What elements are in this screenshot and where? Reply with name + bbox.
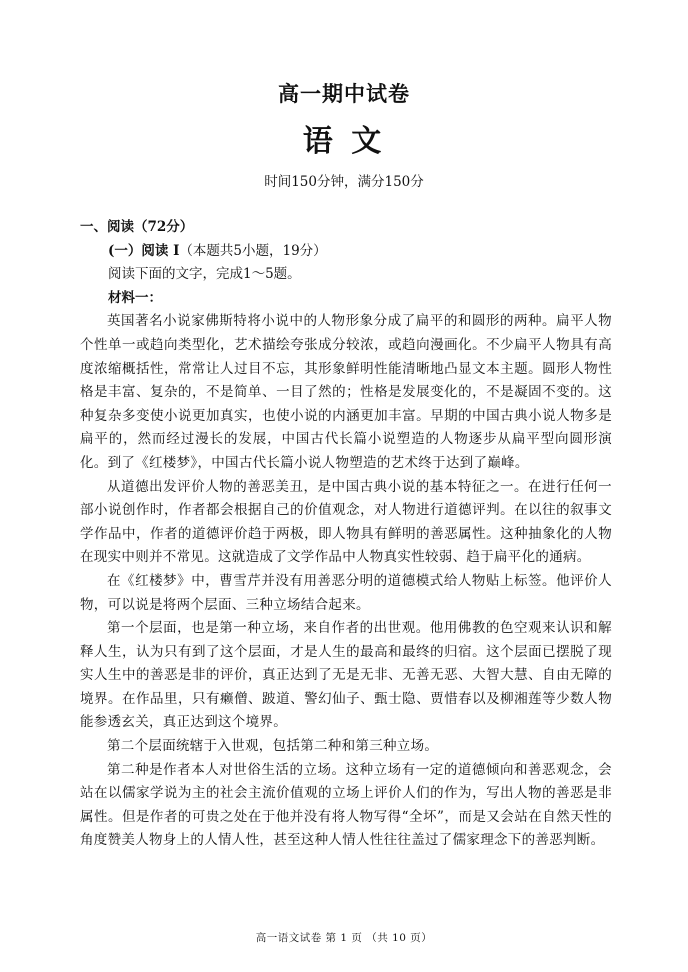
- part-note: （本题共5小题，19分）: [179, 242, 327, 259]
- paragraph: 第二种是作者本人对世俗生活的立场。这种立场有一定的道德倾向和善恶观念，会站在以儒家学说为主的社会主流价值观的立场上评价人们的作为，写出人物的善恶是非属性。但是作者的可贵之处在于他并没有将人物写得“全坏”，而是又会站在自然天性的角度赞美人物身上的人情人性，甚至这种人情人性往往盖过了儒家理念下的善恶判断。: [80, 761, 612, 849]
- part-label: (一）阅读 I: [108, 242, 180, 259]
- section-heading: 一、阅读（72分）: [80, 219, 194, 235]
- exam-body: [80, 216, 612, 853]
- paragraph: 在《红楼梦》中，曹雪芹并没有用善恶分明的道德模式给人物贴上标签。他评价人物，可以说是将两个层面、三种立场结合起来。: [80, 572, 612, 613]
- paragraph: 英国著名小说家佛斯特将小说中的人物形象分成了扁平的和圆形的两种。扁平人物个性单一或趋向类型化，艺术描绘夸张成分较浓，或趋向漫画化。不少扁平人物具有高度浓缩概括性，常常让人过目不忘，其形象鲜明性能清晰地凸显文本主题。圆形人物性格是丰富、复杂的，不是简单、一目了然的；性格是发展变化的，不是凝固不变的。这种复杂多变使小说更加真实，也使小说的内涵更加丰富。早期的中国古典小说人物多是扁平的，然而经过漫长的发展，中国古代长篇小说塑造的人物逐步从扁平型向圆形演化。到了《红楼梦》，中国古代长篇小说人物塑造的艺术终于达到了巅峰。: [80, 313, 612, 471]
- instruction-text: 阅读下面的文字，完成1～5题。: [108, 266, 301, 283]
- subject-heading: 语 文: [302, 124, 386, 159]
- material-label: 材料一：: [108, 289, 162, 306]
- paragraph: 第二个层面统辖于入世观，包括第二种和第三种立场。: [107, 738, 439, 755]
- part-heading: [108, 240, 612, 264]
- paragraph: 从道德出发评价人物的善恶美丑，是中国古典小说的基本特征之一。在进行任何一部小说创作时，作者都会根据自己的价值观念，对人物进行道德评判。在以往的叙事文学作品中，作者的道德评价趋于两极，即人物具有鲜明的善恶属性。这种抽象化的人物在现实中则并不常见。这就造成了文学作品中人物真实性较弱、趋于扁平化的通病。: [80, 478, 612, 566]
- page-footer: 高一语文试卷 第 1 页 （共 10 页）: [255, 932, 433, 944]
- paragraph: 第一个层面，也是第一种立场，来自作者的出世观。他用佛教的色空观来认识和解释人生，认为只有到了这个层面，才是人生的最高和最终的归宿。这个层面已摆脱了现实人生中的善恶是非的评价，真正达到了无是无非、无善无恶、大智大慧、自由无障的境界。在作品里，只有癞僧、跛道、警幻仙子、甄士隐、贾惜春以及柳湘莲等少数人物能参透玄关，真正达到这个境界。: [80, 620, 612, 731]
- exam-title: 高一期中试卷: [278, 82, 410, 106]
- time-info: 时间150分钟，满分150分: [264, 174, 424, 190]
